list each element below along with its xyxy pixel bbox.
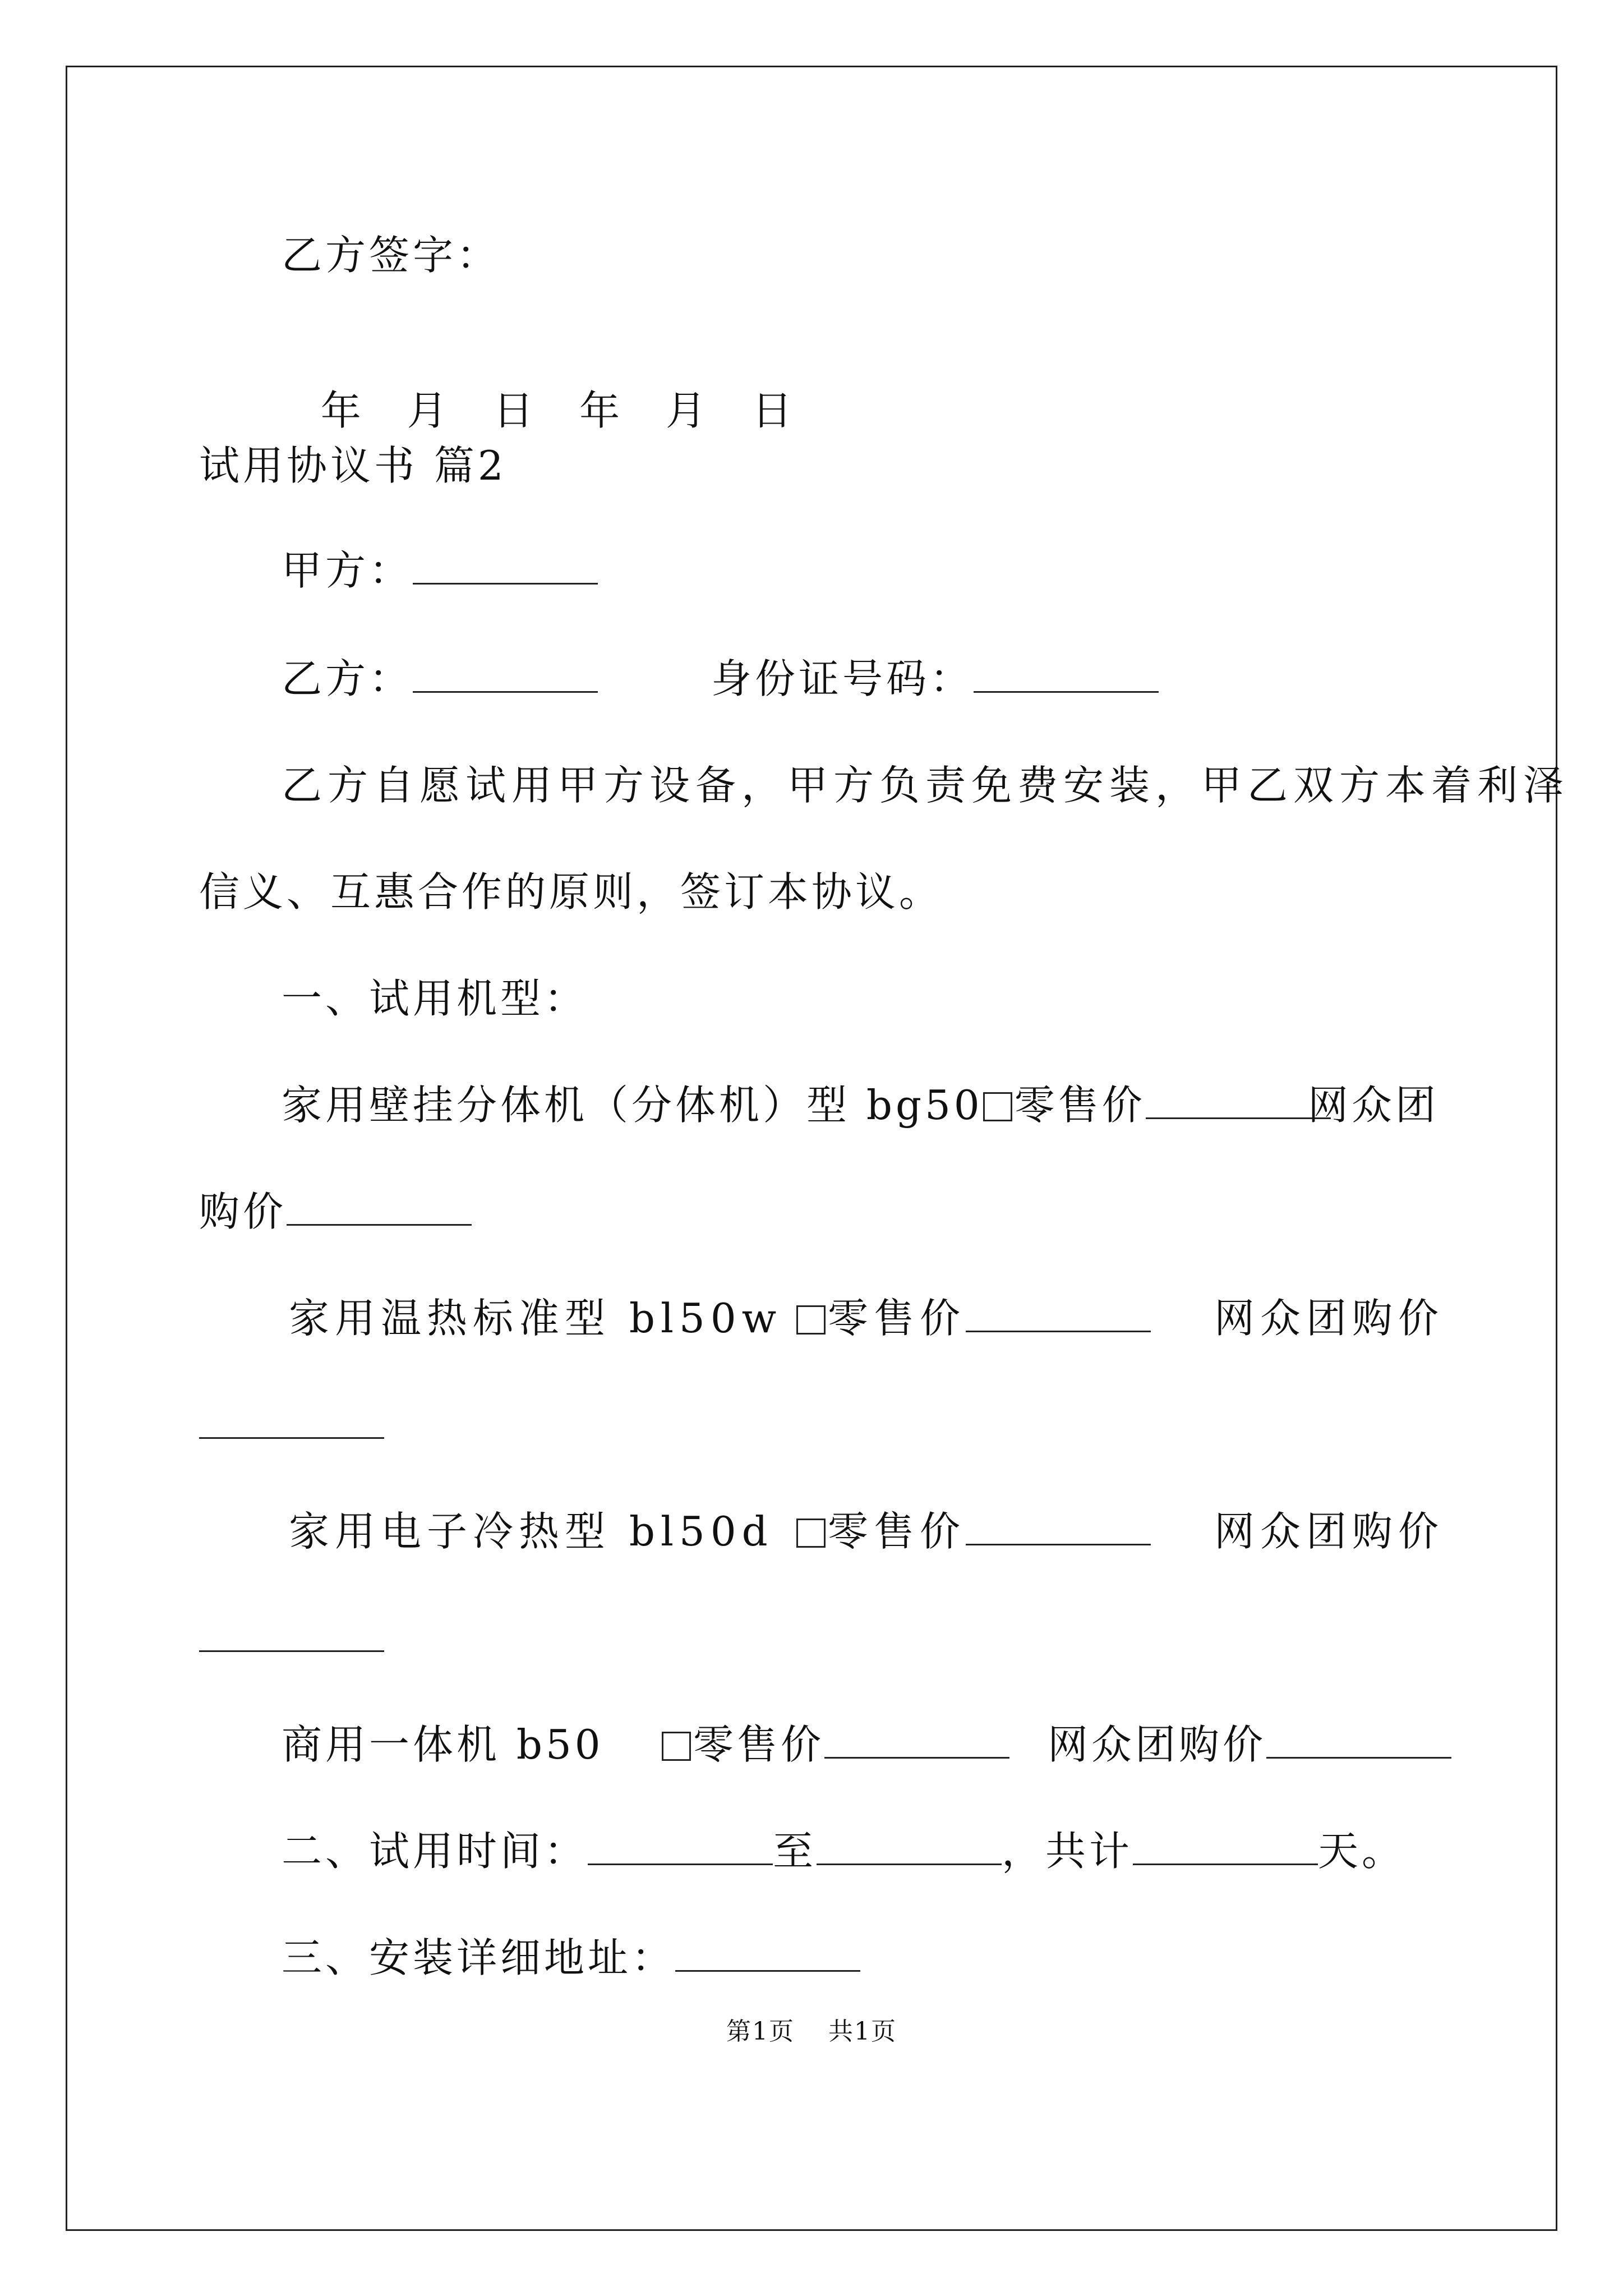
model2-name: 家用温热标准型 bl50w: [289, 1295, 782, 1342]
model4-retail-blank: [824, 1726, 1009, 1759]
model4-group-label: 网众团购价: [1048, 1721, 1267, 1768]
section-title-text: 试用协议书 篇2: [199, 442, 507, 489]
model1-group-cont-label: 购价: [199, 1188, 287, 1235]
item1-title-text: 一、试用机型：: [282, 975, 588, 1022]
model3-retail-blank: [966, 1512, 1151, 1545]
model1-group-label: 网众团: [1308, 1082, 1440, 1129]
party-b-label: 乙方：: [282, 655, 413, 702]
model1-retail-blank: [1146, 1086, 1331, 1119]
party-a-blank: [413, 551, 598, 585]
model2-retail-label: 零售价: [828, 1295, 966, 1342]
model3-group-line: [1214, 1506, 1444, 1557]
id-number-label: 身份证号码：: [711, 655, 974, 702]
party-a-label: 甲方：: [282, 547, 413, 594]
item2-to-label: 至: [773, 1828, 817, 1875]
party-b-line: [282, 654, 598, 704]
page-total: 共1页: [828, 2017, 897, 2046]
model3-group-blank-line: [199, 1613, 384, 1663]
item3-address-blank: [675, 1939, 860, 1972]
intro-line-1: [282, 760, 1569, 811]
intro-text-1: 乙方自愿试用甲方设备，甲方负责免费安装，甲乙双方本着利泽: [282, 762, 1570, 809]
item2-label: 二、试用时间：: [282, 1828, 588, 1875]
party-b-signature-line: [282, 230, 500, 280]
date-line: [282, 335, 799, 436]
item3-line: [282, 1932, 860, 1983]
model4-retail-label: 零售价: [693, 1721, 825, 1768]
model2-group-line: [1214, 1293, 1444, 1343]
item2-days-blank: [1133, 1832, 1318, 1865]
model3-group-label: 网众团购价: [1214, 1508, 1445, 1555]
party-a-line: [282, 545, 598, 596]
party-b-signature-label: 乙方签字：: [282, 232, 501, 279]
model1-group-line: [1308, 1080, 1439, 1130]
item2-total-label: ，共计: [1002, 1828, 1133, 1875]
model2-group-label: 网众团购价: [1214, 1295, 1445, 1342]
item2-end-blank: [817, 1832, 1002, 1865]
date-label: 年 月 日 年 月 日: [320, 387, 799, 434]
party-b-blank: [413, 660, 598, 693]
model3-group-blank: [199, 1619, 384, 1652]
model1-line: [282, 1080, 1331, 1130]
model1-name: 家用壁挂分体机（分体机）型 bg50: [282, 1082, 983, 1129]
intro-line-2: [199, 867, 943, 917]
intro-text-2: 信义、互惠合作的原则，签订本协议。: [199, 868, 943, 915]
model2-line: [289, 1293, 782, 1343]
model4-group-line: [1048, 1719, 1451, 1770]
id-number-blank: [974, 660, 1159, 693]
model4-name: 商用一体机 b50: [282, 1721, 604, 1768]
model3-name: 家用电子冷热型 bl50d: [289, 1508, 773, 1555]
model1-checkbox[interactable]: [983, 1092, 1012, 1121]
model2-group-blank: [199, 1406, 384, 1439]
model4-checkbox[interactable]: [662, 1732, 691, 1761]
page-footer: [0, 2011, 1623, 2047]
model2-group-blank-line: [199, 1400, 384, 1450]
model3-checkbox[interactable]: [796, 1519, 826, 1548]
item2-start-blank: [588, 1832, 773, 1865]
page-number: 第1页: [726, 2017, 795, 2046]
section-title: [199, 440, 507, 491]
model2-retail-line: [796, 1293, 1151, 1343]
model3-line: [289, 1506, 773, 1557]
id-number-line: [711, 654, 1159, 704]
model2-retail-blank: [966, 1299, 1151, 1332]
item2-days-label: 天。: [1318, 1828, 1406, 1875]
model1-group-blank: [287, 1193, 472, 1226]
model2-checkbox[interactable]: [796, 1305, 826, 1335]
item3-label: 三、安装详细地址：: [282, 1934, 676, 1981]
model4-line: [282, 1719, 604, 1770]
item1-title: [282, 973, 588, 1024]
model1-group-cont-line: [199, 1186, 472, 1237]
model3-retail-label: 零售价: [828, 1508, 966, 1555]
model4-retail-line: [662, 1719, 1009, 1770]
model3-retail-line: [796, 1506, 1151, 1557]
model1-retail-label: 零售价: [1014, 1082, 1146, 1129]
item2-line: [282, 1826, 1405, 1876]
model4-group-blank: [1266, 1726, 1451, 1759]
